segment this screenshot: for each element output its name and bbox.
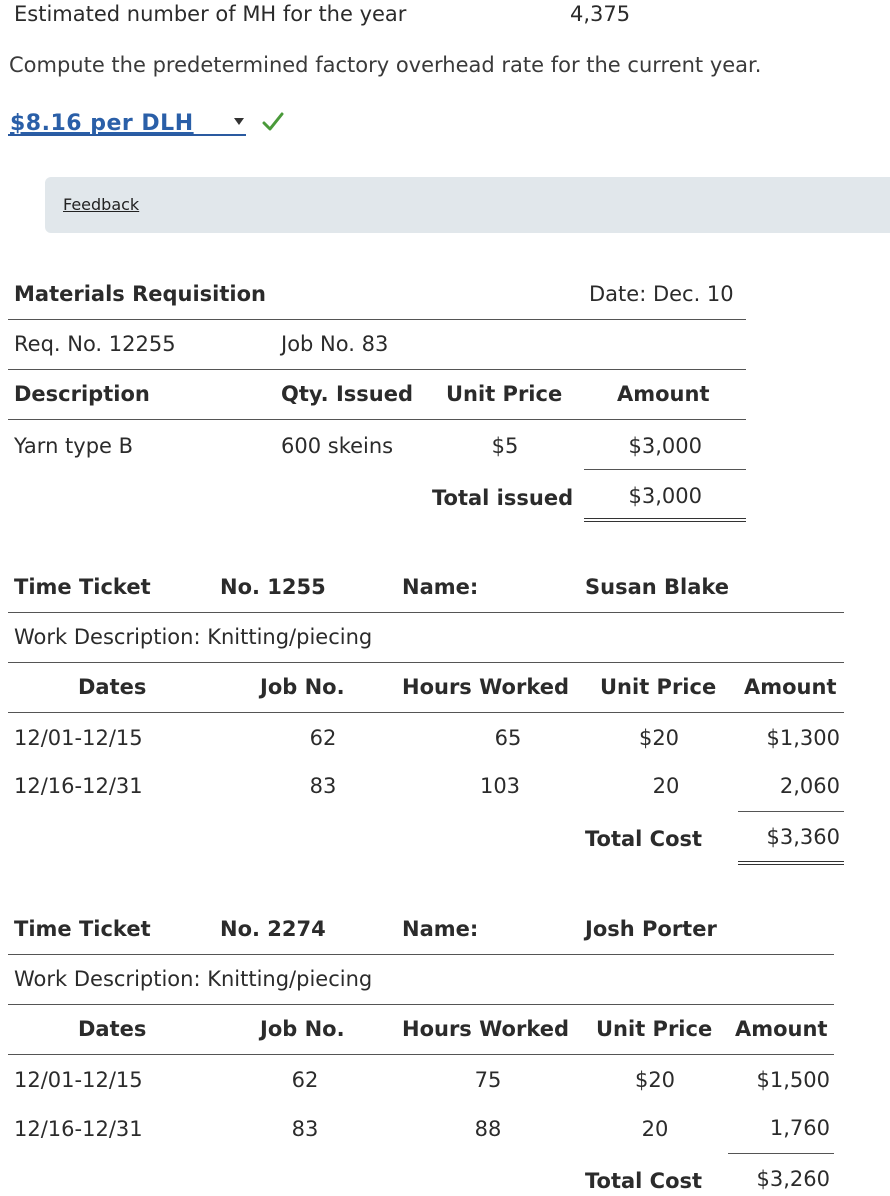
tt-title: Time Ticket	[14, 575, 151, 599]
tt-total-label: Total Cost	[585, 827, 703, 851]
tt-header-job-no: Job No.	[260, 675, 345, 699]
divider	[8, 662, 844, 663]
tt-row-job-no: 83	[291, 1117, 319, 1141]
tt-number: No. 1255	[220, 575, 326, 599]
tt-total: $3,260	[756, 1167, 830, 1191]
tt-header-job-no: Job No.	[260, 1017, 345, 1041]
chevron-down-icon[interactable]	[234, 118, 244, 125]
feedback-panel	[45, 177, 890, 233]
divider	[8, 1004, 834, 1005]
tt-row-dates: 12/01-12/15	[14, 1068, 143, 1092]
tt-row-unit-price: $20	[634, 1068, 676, 1092]
mr-total-label: Total issued	[432, 486, 574, 510]
divider	[584, 469, 746, 470]
tt-header-amount: Amount	[735, 1017, 828, 1041]
tt-header-unit-price: Unit Price	[596, 1017, 713, 1041]
mr-title: Materials Requisition	[14, 282, 266, 306]
divider	[728, 1153, 834, 1154]
tt-work-description: Work Description: Knitting/piecing	[14, 625, 373, 649]
question-text: Compute the predetermined factory overhead rate for the current year.	[9, 53, 762, 77]
tt-header-hours: Hours Worked	[402, 675, 569, 699]
tt-row-amount: $1,500	[756, 1068, 830, 1092]
tt-total-label: Total Cost	[585, 1169, 703, 1193]
divider	[8, 319, 746, 320]
mr-header-description: Description	[14, 382, 150, 406]
tt-header-unit-price: Unit Price	[600, 675, 717, 699]
tt-name-label: Name:	[402, 917, 479, 941]
tt-row-job-no: 83	[309, 774, 337, 798]
tt-header-dates: Dates	[78, 1017, 147, 1041]
tt-header-dates: Dates	[78, 675, 147, 699]
tt-row-amount: $1,300	[766, 726, 840, 750]
feedback-link[interactable]: Feedback	[63, 195, 140, 214]
tt-row-dates: 12/16-12/31	[14, 1117, 143, 1141]
answer-selected-value: $8.16 per DLH	[10, 111, 194, 136]
tt-header-amount: Amount	[744, 675, 837, 699]
mr-req-no: Req. No. 12255	[14, 332, 176, 356]
tt-employee-name: Susan Blake	[585, 575, 730, 599]
tt-total: $3,360	[766, 825, 840, 849]
divider	[738, 811, 844, 812]
double-underline	[584, 518, 746, 522]
mr-row-qty: 600 skeins	[281, 434, 394, 458]
tt-row-amount: 1,760	[769, 1116, 830, 1140]
tt-number: No. 2274	[220, 917, 326, 941]
tt-row-hours: 65	[494, 726, 522, 750]
tt-row-job-no: 62	[309, 726, 337, 750]
mr-row-unit-price: $5	[491, 434, 519, 458]
check-icon	[260, 109, 286, 135]
tt-row-dates: 12/01-12/15	[14, 726, 143, 750]
tt-employee-name: Josh Porter	[585, 917, 717, 941]
tt-row-hours: 103	[479, 774, 521, 798]
answer-dropdown[interactable]	[8, 108, 246, 136]
tt-row-unit-price: $20	[638, 726, 680, 750]
divider	[8, 419, 746, 420]
tt-row-amount: 2,060	[779, 774, 840, 798]
divider	[8, 612, 844, 613]
mr-date: Date: Dec. 10	[589, 282, 734, 306]
tt-row-hours: 75	[474, 1068, 502, 1092]
divider	[8, 712, 844, 713]
tt-row-unit-price: 20	[652, 774, 680, 798]
tt-work-description: Work Description: Knitting/piecing	[14, 967, 373, 991]
estimate-value: 4,375	[570, 2, 631, 26]
tt-row-unit-price: 20	[641, 1117, 669, 1141]
double-underline	[738, 861, 844, 865]
mr-header-unit-price: Unit Price	[446, 382, 563, 406]
mr-job-no: Job No. 83	[281, 332, 389, 356]
divider	[8, 369, 746, 370]
divider	[8, 1054, 834, 1055]
tt-title: Time Ticket	[14, 917, 151, 941]
mr-header-amount: Amount	[617, 382, 710, 406]
mr-total: $3,000	[628, 484, 702, 508]
mr-header-qty: Qty. Issued	[281, 382, 413, 406]
tt-row-hours: 88	[474, 1117, 502, 1141]
mr-row-description: Yarn type B	[14, 434, 134, 458]
divider	[8, 954, 834, 955]
mr-row-amount: $3,000	[628, 434, 702, 458]
tt-name-label: Name:	[402, 575, 479, 599]
estimate-label: Estimated number of MH for the year	[14, 2, 407, 26]
tt-row-dates: 12/16-12/31	[14, 774, 143, 798]
tt-header-hours: Hours Worked	[402, 1017, 569, 1041]
tt-row-job-no: 62	[291, 1068, 319, 1092]
